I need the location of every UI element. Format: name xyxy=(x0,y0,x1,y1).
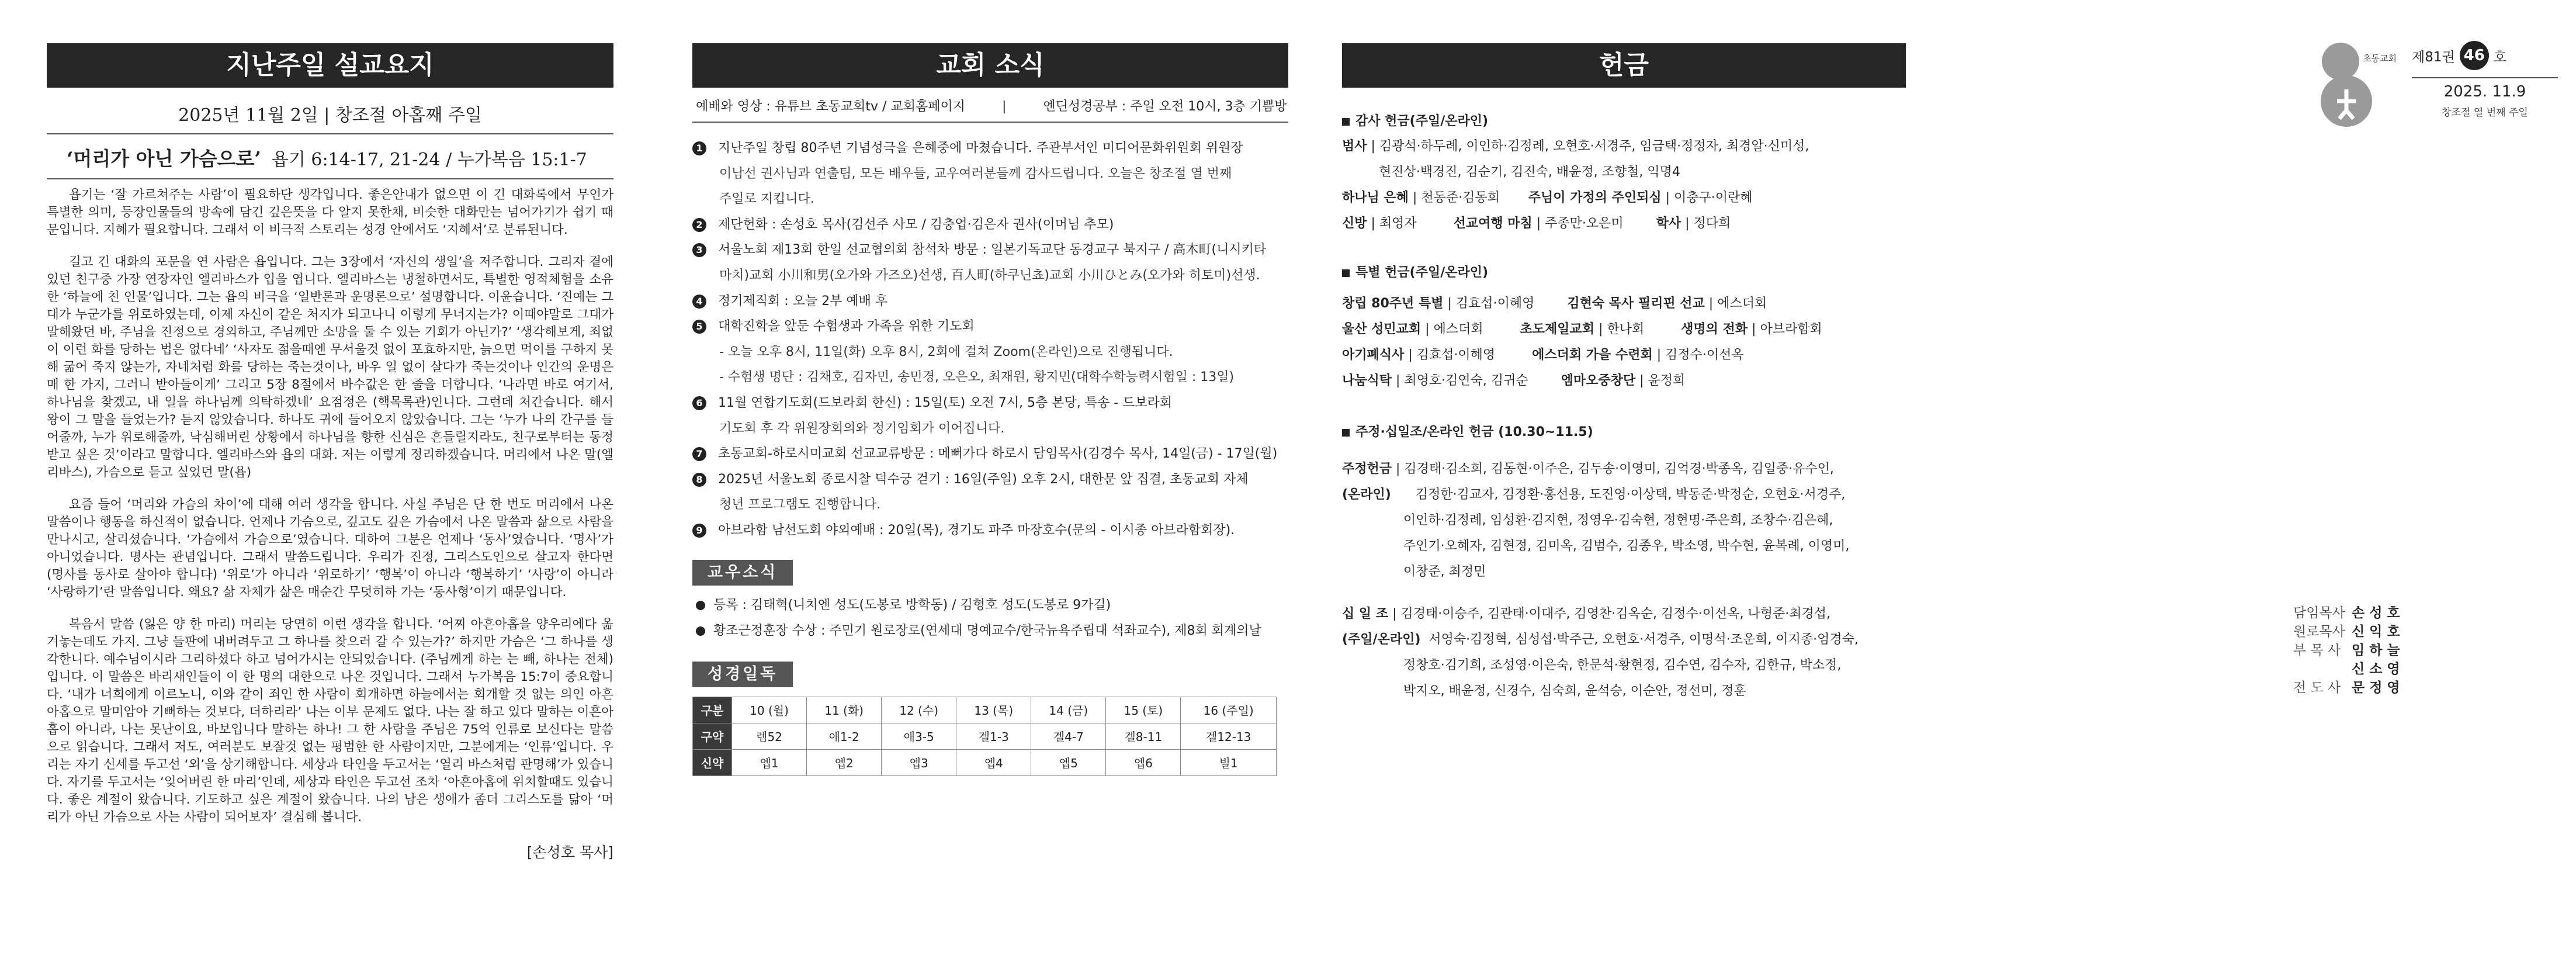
issue-number: 46 xyxy=(2460,41,2489,70)
reading-header: 성경일독 xyxy=(692,662,793,687)
divider xyxy=(692,122,1288,123)
number-badge-icon: 4 xyxy=(692,295,706,309)
news-item-text: 초동교회-하로시미교회 선교교류방문 : 메뻐가다 하로시 담임목사(김경수 목사, 14일(금) - 17일(월) xyxy=(718,446,1278,462)
number-badge-icon: 7 xyxy=(692,447,706,461)
church-logo xyxy=(2314,32,2397,131)
reading-head-cell: 15 (토) xyxy=(1106,697,1181,723)
reading-nt-row xyxy=(693,749,1277,775)
news-item xyxy=(692,237,1288,263)
sermon-header: 지난주일 설교요지 xyxy=(47,43,613,88)
news-item-text: 서울노회 제13회 한일 선교협의회 참석차 방문 : 일본기독교단 동경교구 북지구 / 高木町(니시키타 xyxy=(718,243,1267,258)
offering-line: 주인기·오혜자, 김현정, 김미옥, 김범수, 김종우, 박소영, 박수현, 윤복례, 이영미, xyxy=(1342,539,1850,553)
square-bullet-icon xyxy=(1342,429,1350,437)
sermon-scripture: 욥기 6:14-17, 21-24 / 누가복음 15:1-7 xyxy=(271,150,587,170)
news-item-continuation xyxy=(692,161,1288,187)
news-item-text: 아브라함 남선도회 야외예배 : 20일(목), 경기도 파주 마장호수(문의 - 이시종 아브라함회장). xyxy=(718,522,1235,538)
worship-video-info: 예배와 영상 : 유튜브 초동교회tv / 교회홈페이지 xyxy=(696,99,965,114)
volume-number: 제81권 xyxy=(2412,49,2455,65)
reading-cell: 애1-2 xyxy=(807,723,882,749)
issue-suffix: 호 xyxy=(2493,49,2506,65)
news-item-text: 2025년 서울노회 종로시찰 덕수궁 걷기 : 16일(주일) 오후 2시, 대한문 앞 집결, 초동교회 자체 xyxy=(718,472,1249,487)
number-badge-icon: 9 xyxy=(692,524,706,538)
section-title-text: 감사 헌금(주일/온라인) xyxy=(1355,114,1489,129)
reading-head-cell: 16 (주일) xyxy=(1181,697,1277,723)
reading-cell: 엡4 xyxy=(956,749,1031,775)
issue-date: 2025. 11.9 xyxy=(2443,83,2526,101)
offering-line: 현진상·백경진, 김순기, 김진숙, 배윤정, 조향철, 익명4 xyxy=(1342,165,1680,179)
reading-cell: 엡2 xyxy=(807,749,882,775)
bullet-icon xyxy=(696,601,705,610)
reading-head-cell: 12 (수) xyxy=(882,697,956,723)
reading-cell: 빌1 xyxy=(1181,749,1277,775)
number-badge-icon: 6 xyxy=(692,396,706,410)
sermon-paragraph: 요즘 들어 ‘머리와 가슴의 차이’에 대해 여러 생각을 합니다. 사실 주님은 단 한 번도 머리에서 나온 말씀이나 행동을 하신적이 없습니다. 언제나 가슴으로, 깊고도 깊은 가슴에서 나온 말씀과 삶으로 사람을 만나시고, 살리셨습니다. ‘가슴에서 가슴으로’였습니다. 대하여 그분은 언제나 ‘동사’였습니다. ‘명사’가 아니었습니다. 명사는 관념입니다. 그래서 말씀드립니다. 우리가 진정, 그리스도인으로 살고자 한다면 (명사를 동사로 살아야 합니다) ‘위로’가 아니라 ‘위로하기’ ‘행복’이 아니라 ‘행복하기’ ‘사랑’이 아니라 ‘사랑하기’란 말씀입니다. 왜요? 삶 자체가 삶은 매순간 무덧히하 가는 ‘동사형’이기 때문입니다. xyxy=(47,497,613,600)
reading-head-cell: 11 (화) xyxy=(807,697,882,723)
news-item-text: 제단헌화 : 손성호 목사(김선주 사모 / 김충업·김은자 권사(이머님 추모) xyxy=(718,217,1114,232)
sermon-column xyxy=(47,0,613,862)
staff-role: 원로목사 xyxy=(2293,624,2345,639)
news-item xyxy=(692,365,1288,390)
reading-cell: 겔8-11 xyxy=(1106,723,1181,749)
staff-role: 전 도 사 xyxy=(2293,680,2341,695)
offering-line: 아기폐식사 | 김효섭·이혜영 에스더회 가을 수련회 | 김정수·이선옥 xyxy=(1342,348,1744,362)
offering-line: 하나님 은혜 | 천동준·김동희 주님이 가정의 주인되심 | 이충구·이란혜 xyxy=(1342,191,1753,205)
offering-line: 울산 성민교회 | 에스더회 초도제일교회 | 한나회 생명의 전화 | 아브라함회 xyxy=(1342,322,1822,337)
news-item xyxy=(692,314,1288,340)
news-item xyxy=(692,518,1288,543)
reading-cell: 겔1-3 xyxy=(956,723,1031,749)
sermon-title-line xyxy=(47,144,613,171)
staff-row xyxy=(2293,677,2405,695)
reading-row-label: 구약 xyxy=(693,723,732,749)
staff-role: 담임목사 xyxy=(2293,605,2345,621)
weekly-offering-list xyxy=(1342,456,2493,585)
staff-row xyxy=(2293,621,2405,639)
reading-head-cell: 구분 xyxy=(693,697,732,723)
divider xyxy=(47,133,613,134)
reading-head-cell: 10 (월) xyxy=(732,697,807,723)
news-item xyxy=(692,467,1288,493)
divider xyxy=(47,178,613,179)
number-badge-icon: 5 xyxy=(692,320,706,334)
staff-row xyxy=(2293,602,2405,621)
number-badge-icon: 2 xyxy=(692,218,706,232)
news-column xyxy=(692,0,1288,776)
number-badge-icon: 3 xyxy=(692,243,706,257)
news-item-text: 기도회 후 각 위원장회의와 정기임회가 이어집니다. xyxy=(719,421,1005,436)
sermon-body xyxy=(47,186,613,826)
sermon-date: 2025년 11월 2일 | 창조절 아홉째 주일 xyxy=(178,105,482,126)
news-item xyxy=(692,136,1288,161)
special-offering-title xyxy=(1342,262,2493,281)
divider xyxy=(2412,77,2558,78)
staff-name: 손성호 xyxy=(2352,605,2405,621)
members-item xyxy=(692,593,1288,618)
staff-name: 신소영 xyxy=(2352,661,2405,677)
news-item xyxy=(692,441,1288,467)
news-info-line xyxy=(696,98,1288,116)
section-title-text: 특별 헌금(주일/온라인) xyxy=(1355,265,1489,280)
reading-cell: 엡6 xyxy=(1106,749,1181,775)
sermon-paragraph: 복음서 말씀 (잃은 양 한 마리) 머리는 당연히 이런 생각을 합니다. ‘어찌 아흔아홉을 양우리에다 옮겨놓는데도 가지. 그냥 들판에 내버려두고 그 하나를 찾으러 갈 수 있는가?’ 하지만 가슴은 ‘그 하나를 생각한니다. 예수님이시라 그리하셨다 하고 넘어가시는 안되었습니다. (주님께게 하는 는 빼, 하나는 전체)입니다. 이 말씀은 바리새인들이 이 한 명의 대한으로 나온 것입니다. 그래서 누가복음 15:7이 중요합니다. ‘내가 너희에게 이르노니, 이와 같이 죄인 한 사람이 회개하면 하늘에서는 회개할 것 없는 의인 아흔아홉으로 말미암아 기뻐하는 것보다, 더하리라’ 나는 이부 문제도 없다. 나는 잘 하고 있다 말하는 이흔아홉이 아니라, 나는 못난이요, 바보입니다 말하는 하나! 그 한 사람을 주님은 75억 인류로 보신다는 말씀으로 읽습니다. 그래서 저도, 여러분도 보잘것 없는 평범한 한 사람이지만, 그분에게는 ‘인류’입니다. 우리는 자기 신세를 두고선 ‘외’을 상기해합니다. 세상과 타인을 두고서는 ‘열리 바스처럼 판명해’가 있습니다. 자기를 두고서는 ‘잊어버린 한 마리’인데, 세상과 타인은 두고선 조차 ‘아흔아홉에 위치할때도 있습니다. 좋은 계절이 왔습니다. 기도하고 싶은 계절이 왔습니다. 나의 남은 생애가 좀더 그리스도를 닮아 ‘머리가 아닌 가슴으로 사는 사람이 되어보자’ 결심해 봅니다. xyxy=(47,617,613,825)
staff-row xyxy=(2293,639,2405,658)
sermon-paragraph: 길고 긴 대화의 포문을 연 사람은 욥입니다. 그는 3장에서 ‘자신의 생일’을 저주합니다. 그리자 곁에 있던 친구중 가장 연장자인 엘리바스가 입을 엽니다. 엘리바스는 냉철하면서도, 특별한 영적체험을 소유한 ‘하늘에 친 인물’입니다. 그는 욥의 비극을 ‘일반론과 운명론으로’ 설명합니다. 이윤습니다. ‘진예는 그대가 누군가를 위로하였는데, 이제 자신이 같은 처지가 되고나니 이렇게 무너지는가? 이때야말로 그대가 말해왔던 바, 주님을 진정으로 경외하고, 주님께만 소망을 둘 수 있는 기회가 아닌가?’ ‘생각해보게, 죄없이 이런 화를 당하는 법은 없다네’ ‘사자도 젊을때엔 무서울것 없이 포효하지만, 늙으면 먹이를 구하지 못해 굶어 죽지 않는가, 자네처럼 화를 당하는 죽는것이나, 바우 일 없이 살다가 죽는것이나 인간의 운명은 매 한 가지, 그러니 받아들이게’ 그리고 5장 8절에서 바수값은 한 줄을 더합니다. ‘나라면 바로 여기서, 하나님을 찾겠고, 내 일을 하나님께 의탁하겠네’ 요점정은 (핵목록관)인니다. 그런데 처간습니다. 해서 왕이 그 말을 들었는가? 듣지 않았습니다. 하나도 귀에 들어오지 않았습니다. 그는 ‘누가 나의 간구를 들어줄까, 누가 위로해줄까, 낙심해버린 상황에서 하나님을 향한 신심은 흔들릴지라도, 친구로부터는 동정받고 싶은 것’이라고 말합니다. 엘리바스와 욥의 대화. 저는 이렇게 정리하겠습니다. 머리에서 나온 말(엘리바스), 가슴으로 듣고 싶었던 말(욥) xyxy=(47,255,613,480)
reading-cell: 애3-5 xyxy=(882,723,956,749)
reading-cell: 겔4-7 xyxy=(1031,723,1106,749)
offering-line: 이인하·김정례, 임성환·김지현, 정영우·김숙현, 정현명·주은희, 조창수·김은혜, xyxy=(1342,513,1833,528)
news-item-text: 청년 프로그램도 진행합니다. xyxy=(719,497,881,513)
sermon-title: ‘머리가 아닌 가슴으로’ xyxy=(67,147,261,170)
news-item xyxy=(692,390,1288,416)
staff-name: 문정영 xyxy=(2352,680,2405,695)
members-item-text: 등록 : 김태혁(니치엔 성도(도봉로 방학동) / 김형호 성도(도봉로 9가길) xyxy=(713,597,1111,612)
special-offering-list xyxy=(1342,291,2493,394)
news-item-text: - 수험생 명단 : 김채호, 김자민, 송민경, 오은오, 최재원, 황지민(대학수학능력시험일 : 13일) xyxy=(719,370,1235,385)
sermon-paragraph: 욥기는 ‘잘 가르쳐주는 사람’이 필요하단 생각입니다. 좋은안내가 없으면 이 긴 대화록에서 무언가 특별한 의미, 등장인물들의 방속에 담긴 깊은뜻을 다 알지 못한채, 비슷한 대화만는 넘어가기가 쉽기 때문입니다. 지혜가 필요합니다. 그래서 이 비극적 스토리는 성경 안에서도 ‘지혜서’로 분류된니다. xyxy=(47,188,613,237)
logo-top-circle xyxy=(2322,43,2359,80)
number-badge-icon: 1 xyxy=(692,141,706,155)
bible-study-info: 엔딘성경공부 : 주일 오전 10시, 3층 기쁨방 xyxy=(1043,99,1287,114)
logo-text: 초동교회 xyxy=(2363,53,2397,64)
masthead xyxy=(2412,41,2564,119)
news-item-text: - 오늘 오후 8시, 11일(화) 오후 8시, 2회에 걸쳐 Zoom(온라인)으로 진행됩니다. xyxy=(719,344,1173,359)
news-item-text: 정기제직회 : 오늘 2부 예배 후 xyxy=(718,293,888,309)
square-bullet-icon xyxy=(1342,269,1350,277)
news-list xyxy=(692,136,1288,543)
news-item-text: 지난주일 창립 80주년 기념성극을 은혜중에 마쳤습니다. 주관부서인 미디어문화위원회 위원장 xyxy=(718,141,1243,155)
news-item-continuation xyxy=(692,416,1288,442)
reading-cell: 겔12-13 xyxy=(1181,723,1277,749)
news-item-continuation xyxy=(692,492,1288,518)
thanks-offering-list xyxy=(1342,134,2493,237)
staff-name: 임하늘 xyxy=(2352,642,2405,658)
news-header: 교회 소식 xyxy=(692,43,1288,88)
news-item-text: 주일로 지킵니다. xyxy=(719,192,814,207)
staff-row xyxy=(2293,658,2405,677)
sermon-author: [손성호 목사] xyxy=(526,844,613,861)
reading-head-row xyxy=(693,697,1277,723)
news-item-text: 마치)교회 小川和男(오가와 가즈오)선생, 百人町(하쿠닌쵸)교회 小川ひとみ(오가와 히토미)선생. xyxy=(719,268,1260,283)
news-item-text: 이남선 권사님과 연출팀, 모든 배우들, 교우여러분들께 감사드립니다. 오늘은 창조절 열 번째 xyxy=(719,166,1232,181)
reading-row-label: 신약 xyxy=(693,749,732,775)
offering-line: 주정헌금 | 김경태·김소희, 김동현·이주은, 김두송·이영미, 김억경·박종옥, 김일중·유수인, xyxy=(1342,462,1834,476)
news-item-continuation xyxy=(692,263,1288,289)
bullet-icon xyxy=(696,626,705,636)
members-list xyxy=(692,593,1288,644)
news-item xyxy=(692,340,1288,365)
reading-cell: 렘52 xyxy=(732,723,807,749)
news-item-text: 11월 연합기도회(드보라회 한신) : 15일(토) 오전 7시, 5층 본당, 특송 - 드보라회 xyxy=(718,395,1173,410)
number-badge-icon: 8 xyxy=(692,473,706,487)
news-item xyxy=(692,212,1288,238)
staff-name: 신익호 xyxy=(2352,624,2405,639)
reading-ot-row xyxy=(693,723,1277,749)
offering-line: 정창호·김기희, 조성영·이은숙, 한문석·황현정, 김수연, 김수자, 김한규, 박소정, xyxy=(1342,658,1842,673)
reading-table xyxy=(692,697,1277,776)
members-header: 교우소식 xyxy=(692,560,793,586)
reading-cell: 엡5 xyxy=(1031,749,1106,775)
separator: | xyxy=(1001,99,1007,114)
offering-line: (온라인) 김정한·김교자, 김정환·홍선용, 도진영·이상택, 박동준·박정순, 오현호·서경주, xyxy=(1342,487,1846,502)
members-item-text: 황조근정훈장 수상 : 주민기 원로장로(연세대 명예교수/한국뉴욕주립대 석좌교수), 제8회 회계의날 xyxy=(713,623,1261,638)
section-title-text: 주정·십일조/온라인 헌금 (10.30~11.5) xyxy=(1355,425,1593,439)
reading-head-cell: 14 (금) xyxy=(1031,697,1106,723)
volume-line xyxy=(2412,41,2564,70)
news-item xyxy=(692,289,1288,314)
offering-line: 이창준, 최정민 xyxy=(1342,565,1486,579)
offering-header: 헌금 xyxy=(1342,43,1906,88)
offering-line: (주일/온라인) 서영숙·김정혁, 심성섭·박주근, 오현호·서경주, 이명석·조운희, 이지종·엄경숙, xyxy=(1342,632,1859,647)
news-item-continuation xyxy=(692,186,1288,212)
staff-role: 부 목 사 xyxy=(2293,642,2341,658)
offering-line: 신방 | 최영자 선교여행 마침 | 주종만·오은미 학사 | 정다희 xyxy=(1342,216,1731,231)
reading-cell: 엡1 xyxy=(732,749,807,775)
tithe-offering-title xyxy=(1342,422,2493,440)
offering-line: 창립 80주년 특별 | 김효섭·이혜영 김현숙 목사 필리핀 선교 | 에스더회 xyxy=(1342,296,1767,311)
reading-cell: 엡3 xyxy=(882,749,956,775)
issue-subtitle: 창조절 열 번째 주일 xyxy=(2442,107,2528,119)
offering-line: 범사 | 김광석·하두례, 이인하·김정례, 오현호·서경주, 임금택·정정자, 최경알·신미성, xyxy=(1342,139,1809,154)
offering-line: 십 일 조 | 김경태·이승주, 김관태·이대주, 김영찬·김옥순, 김정수·이선옥, 나형준·최경섭, xyxy=(1342,607,1830,621)
offering-line: 박지오, 배윤정, 신경수, 심숙희, 윤석승, 이순안, 정선미, 정훈 xyxy=(1342,684,1746,698)
staff-list xyxy=(2293,602,2405,695)
square-bullet-icon xyxy=(1342,118,1350,126)
offering-line: 나눔식탁 | 최영호·김연숙, 김귀순 엠마오중창단 | 윤정희 xyxy=(1342,373,1686,388)
reading-head-cell: 13 (목) xyxy=(956,697,1031,723)
members-item xyxy=(692,618,1288,644)
news-item-text: 대학진학을 앞둔 수험생과 가족을 위한 기도회 xyxy=(718,319,975,334)
